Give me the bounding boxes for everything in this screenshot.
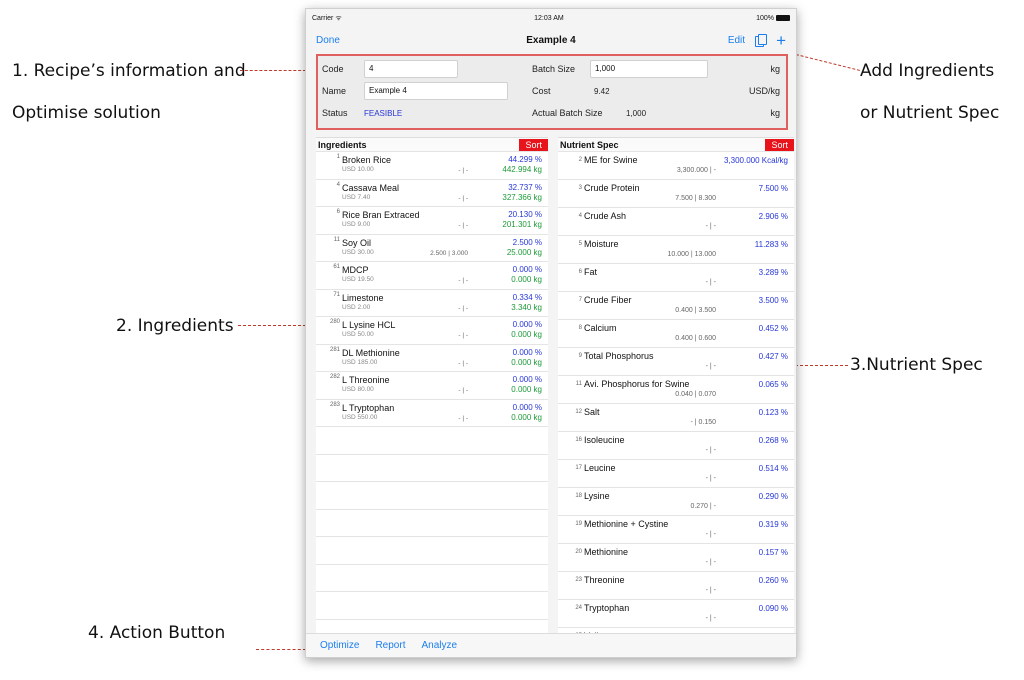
nutrient-limits: - | 0.150	[690, 419, 716, 426]
empty-row	[316, 565, 548, 593]
ingredient-row[interactable]	[316, 317, 548, 345]
actual-batch-size-unit: kg	[770, 108, 780, 118]
optimize-button[interactable]: Optimize	[320, 640, 360, 651]
nutrient-spec-header	[558, 138, 794, 152]
nutrient-number: 12	[575, 409, 582, 415]
nutrient-number: 9	[578, 353, 582, 359]
nutrient-name: Salt	[584, 407, 600, 417]
ingredient-kg: 0.000 kg	[511, 412, 542, 422]
nutrient-limits: 0.400 | 3.500	[675, 307, 716, 314]
ingredient-kg: 0.000 kg	[511, 357, 542, 367]
nutrient-value: 7.500 %	[758, 184, 788, 193]
nutrient-number: 16	[575, 437, 582, 443]
nutrient-number: 8	[578, 325, 582, 331]
ingredient-name: L Threonine	[342, 375, 390, 385]
nutrient-number: 20	[575, 549, 582, 555]
cost-value: 9.42	[594, 87, 610, 96]
edit-button[interactable]: Edit	[727, 34, 746, 46]
nutrient-name: Leucine	[584, 463, 616, 473]
nutrient-value: 2.906 %	[758, 212, 788, 221]
ingredients-header	[316, 138, 548, 152]
report-button[interactable]: Report	[375, 640, 406, 651]
ingredient-limits: - | -	[458, 222, 468, 229]
nutrient-value: 3,300.000 Kcal/kg	[723, 156, 788, 165]
ingredient-price: USD 185.00	[342, 358, 378, 366]
ipad-screen	[305, 8, 797, 658]
name-label: Name	[322, 86, 347, 96]
ingredient-row[interactable]	[316, 180, 548, 208]
ingredient-number: 6	[336, 209, 340, 215]
nutrient-name: Lysine	[584, 491, 610, 501]
ingredient-number: 280	[329, 319, 340, 325]
empty-row	[316, 482, 548, 510]
nutrient-row[interactable]	[558, 348, 794, 376]
ingredient-kg: 25.000 kg	[506, 247, 542, 257]
ingredient-price: USD 9.00	[342, 221, 371, 228]
nutrient-row[interactable]	[558, 180, 794, 208]
nutrient-value: 0.090 %	[758, 604, 788, 613]
ingredient-name: Rice Bran Extraced	[342, 210, 420, 220]
nutrient-number: 2	[578, 157, 582, 163]
ingredient-kg: 201.301 kg	[502, 220, 542, 229]
nutrient-number: 11	[575, 381, 582, 387]
nutrient-name: Crude Protein	[584, 183, 640, 193]
ingredient-limits: - | -	[458, 332, 468, 339]
ingredient-number: 283	[329, 401, 340, 408]
ingredients-list	[316, 152, 548, 647]
ingredients-title: Ingredients	[318, 139, 367, 150]
ingredient-kg: 327.366 kg	[502, 192, 542, 202]
batch-size-unit: kg	[770, 64, 780, 74]
nutrient-sort-button[interactable]: Sort	[765, 139, 794, 151]
ingredient-percent: 0.334 %	[512, 292, 542, 302]
annotation-arrow-nutrient	[790, 365, 848, 366]
nutrient-limits: - | -	[705, 475, 716, 482]
ingredient-kg: 442.994 kg	[502, 165, 542, 174]
nutrient-number: 5	[578, 241, 582, 247]
nutrient-row[interactable]	[558, 432, 794, 460]
nutrient-number: 3	[578, 185, 582, 191]
nutrient-spec-title: Nutrient Spec	[560, 139, 619, 150]
ingredient-name: Limestone	[342, 292, 384, 303]
ingredient-row[interactable]	[316, 345, 548, 373]
empty-row	[316, 427, 548, 455]
annotation-nutrient-spec-add: or Nutrient Spec	[860, 103, 1000, 123]
ingredient-row[interactable]	[316, 372, 548, 400]
battery-icon	[776, 15, 790, 21]
nutrient-value: 0.319 %	[758, 520, 788, 529]
annotation-arrow-ingredients	[238, 325, 306, 326]
nutrient-value: 0.514 %	[758, 464, 788, 473]
batch-size-field[interactable]: 1,000	[590, 60, 708, 78]
nutrient-value: 0.290 %	[758, 492, 788, 501]
ingredient-name: L Tryptophan	[342, 402, 395, 413]
status-bar	[306, 9, 796, 27]
ingredient-limits: - | -	[458, 414, 468, 422]
ingredient-limits: - | -	[458, 277, 468, 284]
ingredient-kg: 0.000 kg	[511, 275, 542, 284]
ingredient-price: USD 80.00	[342, 386, 374, 393]
ingredient-price: USD 2.00	[342, 303, 371, 311]
empty-row	[316, 510, 548, 538]
nutrient-number: 23	[575, 577, 582, 583]
cost-unit: USD/kg	[748, 86, 780, 96]
action-toolbar	[306, 633, 796, 657]
ingredient-number: 4	[336, 181, 340, 188]
nutrient-value: 0.157 %	[758, 548, 788, 557]
nutrient-limits: 10.000 | 13.000	[667, 251, 716, 258]
nutrient-number: 6	[578, 269, 582, 275]
nutrient-row[interactable]	[558, 264, 794, 292]
ingredient-percent: 20.130 %	[508, 210, 542, 219]
nutrient-row[interactable]	[558, 236, 794, 264]
ingredient-limits: - | -	[458, 304, 468, 312]
navigation-bar	[306, 27, 796, 53]
nutrient-limits: 0.040 | 0.070	[675, 391, 716, 398]
ingredient-name: L Lysine HCL	[342, 320, 396, 330]
nutrient-limits: - | -	[705, 587, 716, 594]
annotation-recipe-info: 1. Recipe’s information and	[12, 61, 246, 81]
nutrient-row[interactable]	[558, 376, 794, 404]
ingredient-row[interactable]	[316, 235, 548, 263]
nutrient-limits: - | -	[705, 531, 716, 538]
batch-size-label: Batch Size	[532, 64, 576, 74]
nutrient-row[interactable]	[558, 320, 794, 348]
ingredient-percent: 44.299 %	[508, 155, 542, 164]
nutrient-row[interactable]	[558, 516, 794, 544]
annotation-optimise-solution: Optimise solution	[12, 103, 161, 123]
ingredient-percent: 0.000 %	[512, 347, 542, 357]
nutrient-name: Methionine	[584, 547, 629, 557]
ingredient-number: 71	[333, 291, 340, 298]
ingredient-number: 11	[333, 236, 340, 243]
ingredient-number: 1	[336, 154, 340, 160]
nutrient-limits: 0.270 | -	[690, 503, 716, 510]
nutrient-value: 0.427 %	[758, 352, 788, 361]
ingredient-kg: 0.000 kg	[511, 330, 542, 339]
nutrient-number: 17	[575, 465, 582, 471]
nutrient-name: ME for Swine	[584, 155, 638, 165]
nutrient-number: 4	[578, 213, 582, 219]
ingredient-number: 281	[329, 346, 340, 353]
annotation-arrow-add	[796, 54, 860, 71]
ingredient-row[interactable]	[316, 400, 548, 428]
annotation-add-ingredients: Add Ingredients	[860, 61, 995, 81]
nutrient-name: Crude Fiber	[584, 295, 632, 305]
annotation-ingredients: 2. Ingredients	[116, 316, 234, 336]
recipe-info-section	[316, 54, 788, 130]
ingredient-price: USD 550.00	[342, 413, 378, 421]
nutrient-value: 0.123 %	[758, 408, 788, 417]
nutrient-limits: 0.400 | 0.600	[675, 335, 716, 342]
ingredient-price: USD 7.40	[342, 193, 371, 201]
nutrient-name: Total Phosphorus	[584, 351, 654, 361]
ingredient-name: Broken Rice	[342, 155, 392, 165]
nutrient-value: 0.452 %	[758, 324, 788, 333]
nutrient-row[interactable]	[558, 460, 794, 488]
nutrient-limits: 7.500 | 8.300	[675, 195, 716, 202]
ingredient-percent: 0.000 %	[512, 402, 542, 412]
nutrient-name: Moisture	[584, 239, 619, 249]
name-field[interactable]: Example 4	[364, 82, 508, 100]
nutrient-spec-pane	[558, 137, 794, 635]
carrier-label: Carrier ᯤ	[312, 14, 342, 22]
nutrient-limits: - | -	[705, 223, 716, 230]
nutrient-limits: - | -	[705, 279, 716, 286]
empty-row	[316, 537, 548, 565]
ingredient-number: 61	[333, 264, 340, 270]
code-label: Code	[322, 64, 344, 74]
nutrient-value: 0.065 %	[758, 380, 788, 389]
nutrient-limits: - | -	[705, 363, 716, 370]
nutrient-name: Isoleucine	[584, 435, 625, 445]
ingredient-limits: - | -	[458, 387, 468, 394]
nutrient-value: 0.268 %	[758, 436, 788, 445]
cost-label: Cost	[532, 86, 551, 96]
ingredient-name: MDCP	[342, 265, 369, 275]
nutrient-value: 11.283 %	[754, 240, 788, 249]
ingredient-row[interactable]	[316, 152, 548, 180]
ingredient-limits: - | -	[458, 359, 468, 367]
nutrient-name: Calcium	[584, 323, 617, 333]
battery-indicator: 100%	[756, 15, 790, 22]
nutrient-row[interactable]	[558, 600, 794, 628]
annotation-nutrient-spec: 3.Nutrient Spec	[850, 355, 983, 375]
nutrient-number: 7	[578, 297, 582, 303]
ingredient-percent: 2.500 %	[512, 237, 542, 247]
ingredient-kg: 0.000 kg	[511, 385, 542, 394]
nutrient-limits: - | -	[705, 559, 716, 566]
status-badge: FEASIBLE	[364, 109, 403, 118]
nutrient-number: 24	[575, 605, 582, 611]
nutrient-name: Methionine + Cystine	[584, 519, 669, 529]
nutrient-row[interactable]	[558, 404, 794, 432]
nutrient-row[interactable]	[558, 572, 794, 600]
annotation-arrow-action	[256, 649, 306, 650]
empty-row	[316, 592, 548, 620]
nutrient-row[interactable]	[558, 152, 794, 180]
status-label: Status	[322, 108, 348, 118]
ingredient-row[interactable]	[316, 290, 548, 318]
ingredient-name: DL Methionine	[342, 347, 400, 358]
actual-batch-size-value: 1,000	[626, 109, 647, 118]
nutrient-row[interactable]	[558, 208, 794, 236]
nutrient-number: 18	[575, 493, 582, 499]
ingredient-name: Soy Oil	[342, 237, 372, 248]
ingredient-limits: - | -	[458, 194, 468, 202]
done-button[interactable]: Done	[316, 34, 340, 46]
empty-row	[316, 455, 548, 483]
add-icon[interactable]: +	[776, 30, 786, 50]
nutrient-name: Tryptophan	[584, 603, 630, 613]
ingredient-limits: - | -	[458, 167, 468, 174]
nutrient-name: Avi. Phosphorus for Swine	[584, 379, 690, 389]
copy-icon[interactable]	[755, 34, 766, 46]
page-title: Example 4	[526, 34, 576, 46]
ingredient-percent: 0.000 %	[512, 265, 542, 274]
nutrient-limits: - | -	[705, 615, 716, 622]
ingredients-sort-button[interactable]: Sort	[519, 139, 548, 151]
ingredient-row[interactable]	[316, 262, 548, 290]
nutrient-number: 19	[575, 521, 582, 527]
actual-batch-size-label: Actual Batch Size	[532, 108, 603, 118]
ingredient-percent: 0.000 %	[512, 375, 542, 384]
nutrient-name: Crude Ash	[584, 211, 627, 221]
annotation-action-button: 4. Action Button	[88, 623, 226, 643]
nutrient-spec-list	[558, 152, 794, 656]
nutrient-value: 3.500 %	[758, 296, 788, 305]
ingredient-price: USD 19.50	[342, 276, 374, 283]
clock: 12:03 AM	[534, 14, 564, 22]
ingredient-kg: 3.340 kg	[511, 302, 542, 312]
ingredient-price: USD 50.00	[342, 331, 374, 338]
nutrient-limits: 3,300.000 | -	[676, 167, 716, 174]
nutrient-row[interactable]	[558, 544, 794, 572]
ingredient-row[interactable]	[316, 207, 548, 235]
annotation-arrow-recipe	[240, 70, 306, 71]
nutrient-value: 0.260 %	[758, 576, 788, 585]
nutrient-value: 3.289 %	[758, 268, 788, 277]
nutrient-name: Threonine	[584, 575, 625, 585]
ingredient-percent: 0.000 %	[512, 320, 542, 329]
nutrient-row[interactable]	[558, 488, 794, 516]
ingredient-number: 282	[329, 374, 340, 380]
code-field[interactable]: 4	[364, 60, 458, 78]
analyze-button[interactable]: Analyze	[421, 640, 458, 651]
ingredient-limits: 2.500 | 3.000	[430, 249, 468, 257]
ingredient-percent: 32.737 %	[508, 182, 542, 192]
ingredient-price: USD 10.00	[342, 166, 374, 173]
nutrient-row[interactable]	[558, 292, 794, 320]
ingredient-price: USD 30.00	[342, 248, 374, 256]
nutrient-limits: - | -	[705, 447, 716, 454]
ingredients-pane	[316, 137, 548, 635]
ingredient-name: Cassava Meal	[342, 182, 400, 193]
nutrient-name: Fat	[584, 267, 598, 277]
